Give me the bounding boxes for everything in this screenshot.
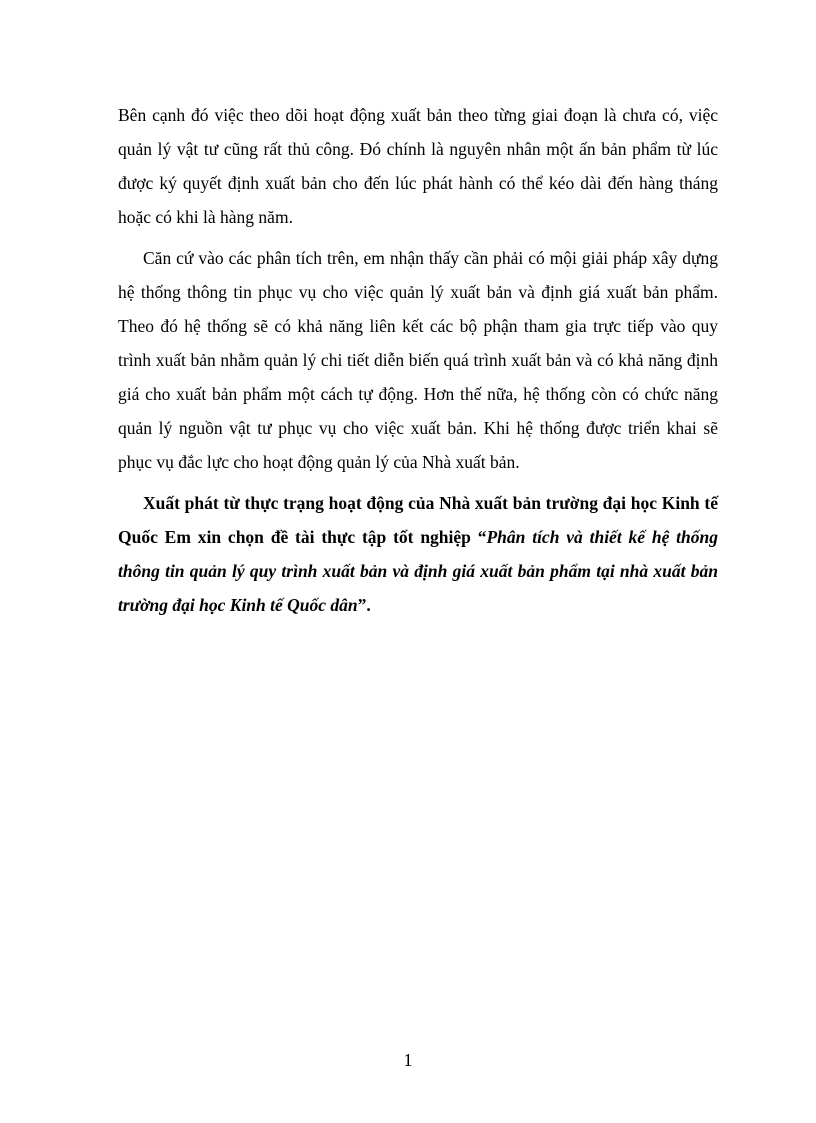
page-number: 1 [403, 1050, 413, 1070]
paragraph-1-text: Bên cạnh đó việc theo dõi hoạt động xuất bản theo từng giai đoạn là chưa có, việc quản lý vật tư cũng rất thủ công. Đó chính là nguyên nhân một ấn bản phẩm từ lúc được ký quyết định xuất bản cho đến lúc phát hành có thể kéo dài đến hàng tháng hoặc có khi là hàng năm. [118, 105, 718, 227]
paragraph-3-lead-text: Xuất phát từ thực trạng hoạt động của Nhà xuất bản trường đại học Kinh tế Quốc Em xin chọn đề tài thực tập tốt nghiệp “ [118, 493, 718, 547]
thesis-title: Phân tích và thiết kế hệ thống thông tin quản lý quy trình xuất bản và định giá xuất bản phẩm tại nhà xuất bản trường đại học Kinh tế Quốc dân [118, 527, 718, 615]
paragraph-2-text: Căn cứ vào các phân tích trên, em nhận thấy cần phải có mội giải pháp xây dựng hệ thống thông tin phục vụ cho việc quản lý xuất bản và định giá xuất bản phẩm. Theo đó hệ thống sẽ có khả năng liên kết các bộ phận tham gia trực tiếp vào quy trình xuất bản nhằm quản lý chi tiết diễn biến quá trình xuất bản và có khả năng định giá cho xuất bản phẩm một cách tự động. Hơn thế nữa, hệ thống còn có chức năng quản lý nguồn vật tư phục vụ cho việc xuất bản. Khi hệ thống được triển khai sẽ phục vụ đắc lực cho hoạt động quản lý của Nhà xuất bản. [118, 248, 718, 472]
paragraph-2 [118, 241, 718, 479]
paragraph-3 [118, 486, 718, 622]
document-body [118, 98, 718, 629]
paragraph-1 [118, 98, 718, 234]
paragraph-3-end-text: ”. [357, 595, 371, 615]
